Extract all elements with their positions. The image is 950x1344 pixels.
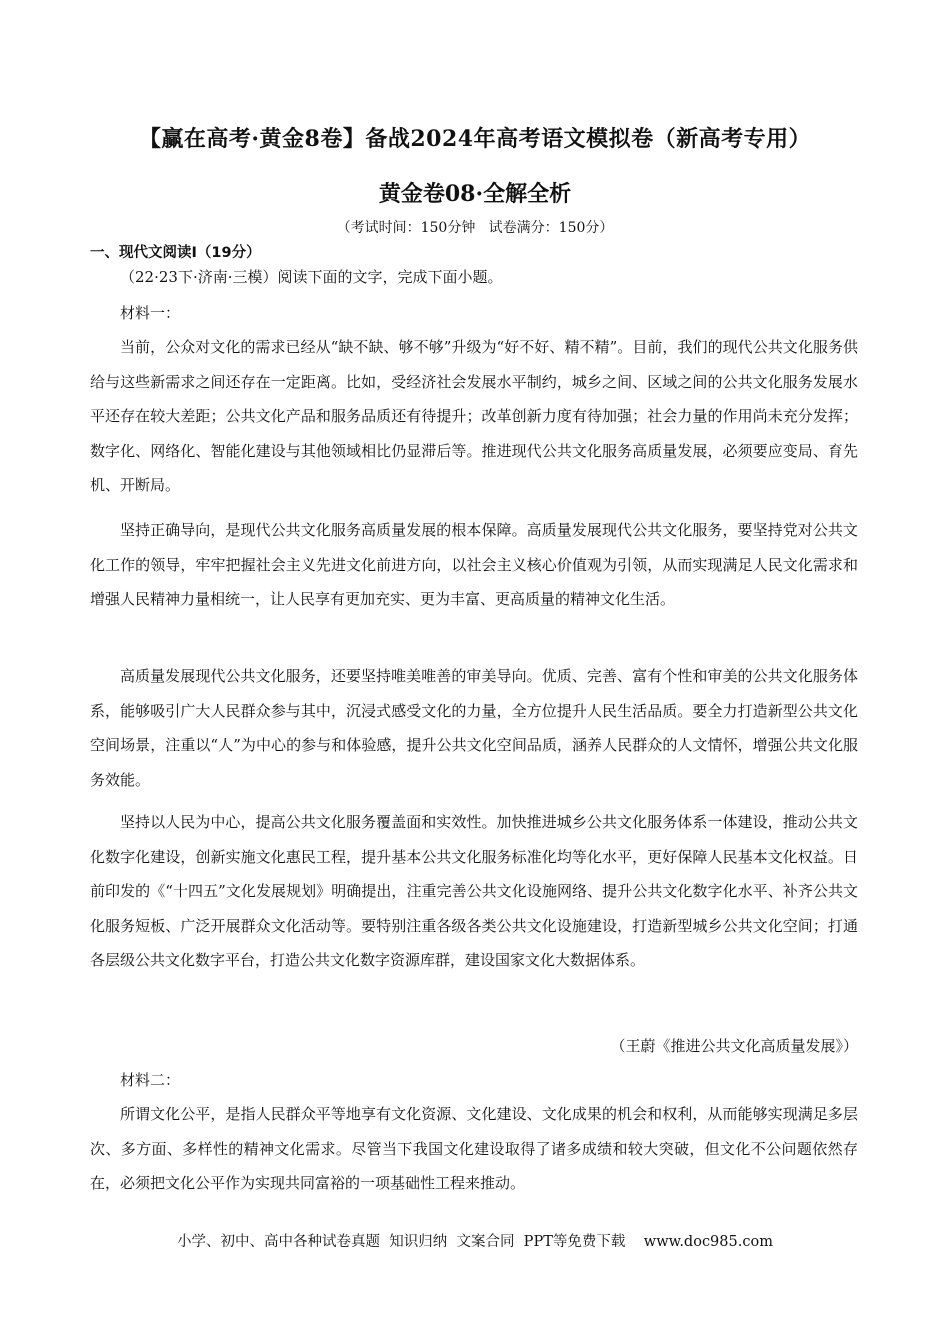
material-one-paragraph: 坚持以人民为中心，提高公共文化服务覆盖面和实效性。加快推进城乡公共文化服务体系一体建设，推动公共文化数字化建设，创新实施文化惠民工程，提升基本公共文化服务标准化均等化水平，更好保障人民基本文化权益。日前印发的《“十四五”文化发展规划》明确提出，注重完善公共文化设施网络、提升公共文化数字化水平、补齐公共文化服务短板、广泛开展群众文化活动等。要特别注重各级各类公共文化设施建设，打造新型城乡公共文化空间；打通各层级公共文化数字平台，打造公共文化数字资源库群，建设国家文化大数据体系。 — [90, 813, 858, 969]
section-heading: 一、现代文阅读Ⅰ（19分） — [90, 245, 261, 261]
material-two-label: 材料二： — [120, 1071, 181, 1089]
exam-info: （考试时间：150分钟 试卷满分：150分） — [336, 220, 614, 236]
material-one-label: 材料一： — [120, 304, 181, 322]
material-one-paragraph: 坚持正确导向，是现代公共文化服务高质量发展的根本保障。高质量发展现代公共文化服务，要坚持党对公共文化工作的领导，牢牢把握社会主义先进文化前进方向，以社会主义核心价值观为引领，从而实现满足人民文化需求和增强人民精神力量相统一，让人民享有更加充实、更为丰富、更高质量的精神文化生活。 — [90, 521, 858, 608]
page-footer: 小学、初中、高中各种试卷真题 知识归纳 文案合同 PPT等免费下载 www.doc985.com — [177, 1234, 773, 1250]
material-one-citation: （王蔚《推进公共文化高质量发展》） — [610, 1037, 858, 1055]
material-one-paragraph: 高质量发展现代公共文化服务，还要坚持唯美唯善的审美导向。优质、完善、富有个性和审美的公共文化服务体系，能够吸引广大人民群众参与其中，沉浸式感受文化的力量，全方位提升人民生活品质。要全力打造新型公共文化空间场景，注重以“人”为中心的参与和体验感，提升公共文化空间品质，涵养人民群众的人文情怀，增强公共文化服务效能。 — [90, 667, 858, 789]
document-subtitle: 黄金卷08·全解全析 — [378, 181, 572, 207]
material-two-paragraph: 所谓文化公平，是指人民群众平等地享有文化资源、文化建设、文化成果的机会和权利，从而能够实现满足多层次、多方面、多样性的精神文化需求。尽管当下我国文化建设取得了诸多成绩和较大突破，但文化不公问题依然存在，必须把文化公平作为实现共同富裕的一项基础性工程来推动。 — [90, 1105, 858, 1192]
material-one-paragraph: 当前，公众对文化的需求已经从“缺不缺、够不够”升级为“好不好、精不精”。目前，我们的现代公共文化服务供给与这些新需求之间还存在一定距离。比如，受经济社会发展水平制约，城乡之间、区域之间的公共文化服务发展水平还存在较大差距；公共文化产品和服务品质还有待提升；改革创新力度有待加强；社会力量的作用尚未充分发挥；数字化、网络化、智能化建设与其他领域相比仍显滞后等。推进现代公共文化服务高质量发展，必须要应变局、育先机、开断局。 — [90, 338, 858, 494]
question-intro: （22·23下·济南·三模）阅读下面的文字，完成下面小题。 — [120, 268, 503, 286]
document-title: 【赢在高考·黄金8卷】备战2024年高考语文模拟卷（新高考专用） — [138, 126, 812, 152]
